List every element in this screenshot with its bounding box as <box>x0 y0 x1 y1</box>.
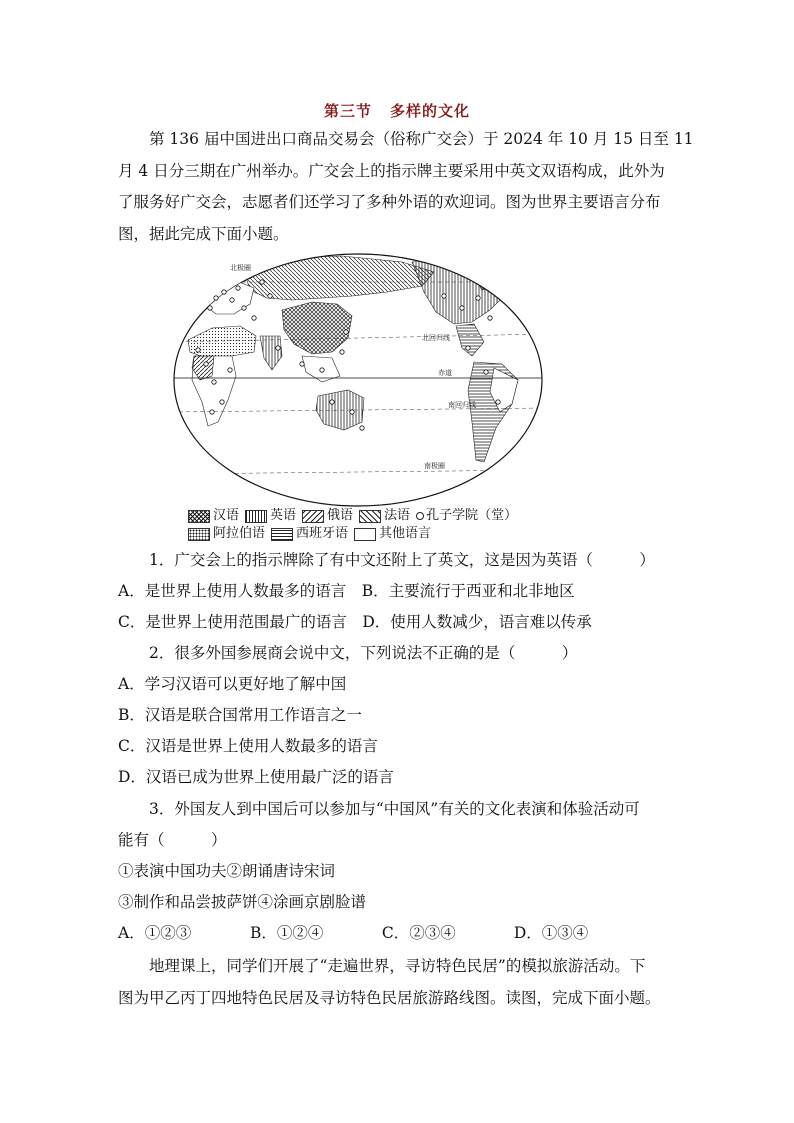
question-2 <box>118 638 688 793</box>
legend-item-russian: 俄语 <box>302 507 353 525</box>
question-stem: 3．外国友人到中国后可以参加与“中国风”有关的文化表演和体验活动可 <box>149 800 640 818</box>
intro-paragraph <box>118 124 694 250</box>
option-b: B．①②④ <box>249 924 324 942</box>
outro-line: 地理课上，同学们开展了“走遍世界，寻访特色民居”的模拟旅游活动。下 <box>149 957 646 975</box>
option-d: D．①③④ <box>513 924 589 942</box>
outro-line: 图为甲乙丙丁四地特色民居及寻访特色民居旅游路线图。读图，完成下面小题。 <box>118 988 661 1007</box>
option-c: C．汉语是世界上使用人数最多的语言 <box>118 737 378 755</box>
section-name: 多样的文化 <box>390 102 471 120</box>
intro-line: 第 136 届中国进出口商品交易会（俗称广交会）于 2024 年 10 月 15 日至 11 <box>149 130 694 148</box>
question-stem: 1．广交会上的指示牌除了有中文还附上了英文，这是因为英语（ ） <box>149 551 655 569</box>
question-3 <box>118 794 688 949</box>
chinese-pattern-icon <box>188 510 210 523</box>
english-pattern-icon <box>245 510 267 523</box>
intro-line: 图，据此完成下面小题。 <box>118 224 289 243</box>
question-item: ③制作和品尝披萨饼④涂画京剧脸谱 <box>118 893 367 911</box>
option-d: D．汉语已成为世界上使用最广泛的语言 <box>118 768 394 786</box>
legend-item-other: 其他语言 <box>354 525 431 543</box>
question-stem: 能有（ ） <box>118 831 227 849</box>
outro-paragraph <box>118 951 698 1014</box>
question-options: A．是世界上使用人数最多的语言 B．主要流行于西亚和北非地区 <box>118 582 575 600</box>
spanish-pattern-icon <box>271 528 293 541</box>
equator-label: 赤道 <box>438 369 452 377</box>
section-number: 第三节 <box>323 102 372 120</box>
confucius-dot-icon <box>416 512 424 520</box>
intro-line: 月 4 日分三期在广州举办。广交会上的指示牌主要采用中英文双语构成，此外为 <box>118 161 665 180</box>
question-options <box>118 918 688 949</box>
question-stem: 2．很多外国参展商会说中文，下列说法不正确的是（ ） <box>149 644 578 662</box>
legend-item-french: 法语 <box>359 507 410 525</box>
legend-item-arabic: 阿拉伯语 <box>188 525 265 543</box>
legend-item-chinese: 汉语 <box>188 507 239 525</box>
option-a: A．①②③ <box>118 924 192 942</box>
tropic-of-capricorn-label: 南回归线 <box>448 401 476 409</box>
russian-pattern-icon <box>302 510 324 523</box>
other-pattern-icon <box>354 528 376 541</box>
question-1 <box>118 545 688 638</box>
map-legend <box>188 507 523 543</box>
legend-item-english: 英语 <box>245 507 296 525</box>
option-a: A．学习汉语可以更好地了解中国 <box>118 675 347 693</box>
option-c: C．②③④ <box>381 924 456 942</box>
arabic-pattern-icon <box>188 528 210 541</box>
intro-line: 了服务好广交会，志愿者们还学习了多种外语的欢迎词。图为世界主要语言分布 <box>118 193 661 211</box>
question-item: ①表演中国功夫②朗诵唐诗宋词 <box>118 862 336 880</box>
section-title <box>0 100 794 121</box>
tropic-of-cancer-label: 北回归线 <box>422 334 450 342</box>
arctic-circle-label: 北极圈 <box>230 264 251 272</box>
antarctic-circle-label: 南极圈 <box>424 462 445 470</box>
legend-item-confucius: 孔子学院（堂） <box>416 507 517 525</box>
world-language-map <box>172 252 544 508</box>
french-pattern-icon <box>359 510 381 523</box>
question-options: C．是世界上使用范围最广的语言 D．使用人数减少，语言难以传承 <box>118 613 592 631</box>
option-b: B．汉语是联合国常用工作语言之一 <box>118 706 362 724</box>
legend-item-spanish: 西班牙语 <box>271 525 348 543</box>
